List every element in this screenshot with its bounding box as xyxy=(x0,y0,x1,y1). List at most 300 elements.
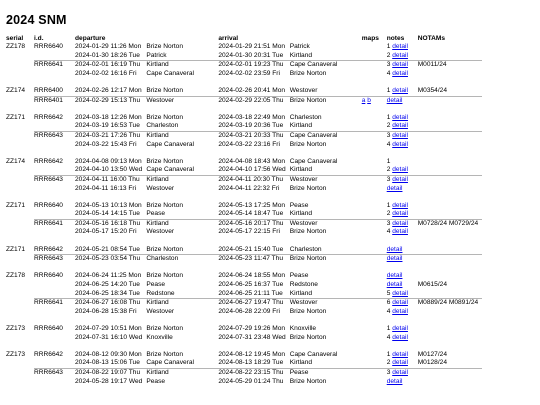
notam-id: M0729/24 xyxy=(448,219,479,227)
notams-cell xyxy=(418,299,483,308)
maps-cell xyxy=(362,378,387,387)
serial-cell: ZZ174 xyxy=(6,86,26,94)
arr-time-cell: 2024-03-18 22:49 Mon xyxy=(218,113,286,121)
arr-time-cell: 2024-06-24 18:55 Mon xyxy=(218,272,286,280)
notams-cell xyxy=(418,131,483,140)
dep-place-cell: Brize Norton xyxy=(146,350,183,358)
flight-id-cell: RRR6400 xyxy=(34,86,63,94)
notams-cell xyxy=(418,141,483,150)
detail-link[interactable]: detail xyxy=(392,166,408,174)
dep-place-cell: Kirtland xyxy=(146,299,218,308)
dep-time-cell: 2024-06-25 14:20 Tue xyxy=(75,281,140,289)
maps-cell xyxy=(362,43,387,52)
header-arrival-place xyxy=(290,34,362,43)
header-departure: departure xyxy=(75,34,106,42)
group-spacer xyxy=(6,105,482,114)
table-row xyxy=(6,141,482,150)
notams-cell xyxy=(418,368,483,377)
notams-cell xyxy=(418,122,483,131)
flight-id-cell xyxy=(34,281,75,290)
dep-time-cell: 2024-01-29 11:26 Mon xyxy=(75,43,142,50)
detail-link[interactable]: detail xyxy=(392,131,408,139)
serial-cell xyxy=(6,166,34,175)
dep-place-cell: Kirtland xyxy=(146,368,218,377)
group-spacer-cell xyxy=(6,149,482,158)
table-row xyxy=(6,246,482,255)
table-row xyxy=(6,43,482,52)
note-number: 4 xyxy=(386,307,391,315)
flight-id-cell: RRR6640 xyxy=(34,272,63,280)
arr-place-cell: Westover xyxy=(290,299,362,308)
arr-place-cell: Brize Norton xyxy=(290,255,362,264)
notam-id: M0127/24 xyxy=(417,350,448,358)
arr-time-cell: 2024-07-31 23:48 Wed xyxy=(218,333,286,341)
dep-time-cell: 2024-08-12 09:30 Mon xyxy=(75,350,142,358)
dep-time-cell: 2024-08-13 15:06 Tue xyxy=(75,359,140,367)
arr-place-cell: Redstone xyxy=(289,281,318,289)
dep-time-cell: 2024-06-25 18:34 Tue xyxy=(75,289,140,297)
arr-time-cell: 2024-04-11 22:32 Fri xyxy=(218,184,280,192)
notes-cell xyxy=(387,87,418,96)
detail-link[interactable]: detail xyxy=(392,61,408,69)
notams-cell xyxy=(418,219,483,228)
dep-place-cell: Knoxville xyxy=(146,333,173,341)
flight-id-cell: RRR6640 xyxy=(34,43,63,50)
dep-place-cell: Westover xyxy=(146,184,175,192)
notams-cell xyxy=(418,228,483,237)
maps-cell xyxy=(362,228,387,237)
notams-cell xyxy=(418,290,483,299)
serial-cell xyxy=(6,308,34,317)
dep-time-cell: 2024-06-28 15:38 Fri xyxy=(75,307,137,315)
table-row xyxy=(6,290,482,299)
note-number: 1 xyxy=(386,350,391,358)
notams-cell xyxy=(418,202,483,211)
header-maps: maps xyxy=(361,34,379,42)
arr-time-cell: 2024-03-19 20:36 Tue xyxy=(218,122,284,130)
arr-place-cell: Brize Norton xyxy=(289,140,327,148)
maps-cell xyxy=(362,52,387,61)
serial-cell xyxy=(6,334,34,343)
notams-cell xyxy=(418,246,483,255)
arr-place-cell: Kirtland xyxy=(289,210,313,218)
detail-link[interactable]: detail xyxy=(392,122,408,130)
dep-place-cell: Pease xyxy=(146,210,166,218)
dep-place-cell: Kirtland xyxy=(146,219,218,228)
table-row xyxy=(6,87,482,96)
notes-cell xyxy=(387,202,418,211)
notes-cell xyxy=(387,246,418,255)
maps-cell xyxy=(362,290,387,299)
detail-link[interactable]: detail xyxy=(386,272,403,280)
note-number: 4 xyxy=(386,140,391,148)
maps-cell xyxy=(362,185,387,194)
detail-link[interactable]: detail xyxy=(392,219,408,227)
table-row xyxy=(6,325,482,334)
flight-id-cell xyxy=(34,290,75,299)
serial-cell xyxy=(6,255,34,264)
note-number: 4 xyxy=(386,69,391,77)
arr-time-cell: 2024-05-13 17:25 Mon xyxy=(218,201,286,209)
maps-cell xyxy=(362,210,387,219)
notams-cell xyxy=(418,281,483,290)
serial-cell xyxy=(6,185,34,194)
detail-link[interactable]: detail xyxy=(392,325,408,332)
maps-cell xyxy=(362,175,387,184)
dep-place-cell: Redstone xyxy=(146,289,175,297)
arr-time-cell: 2024-01-29 21:51 Mon xyxy=(218,43,286,50)
group-spacer xyxy=(6,193,482,202)
arr-place-cell: Charleston xyxy=(289,245,322,253)
table-row xyxy=(6,308,482,317)
arr-time-cell: 2024-08-13 18:29 Tue xyxy=(218,359,284,367)
map-link[interactable]: a xyxy=(361,96,366,104)
dep-time-cell: 2024-05-14 14:15 Tue xyxy=(75,210,140,218)
notams-cell xyxy=(418,52,483,61)
flight-id-cell: RRR6642 xyxy=(34,245,63,253)
header-serial: serial xyxy=(6,34,24,42)
serial-cell: ZZ171 xyxy=(6,201,26,209)
arr-time-cell: 2024-05-14 18:47 Tue xyxy=(218,210,284,218)
notes-cell xyxy=(387,114,418,123)
table-row xyxy=(6,175,482,184)
flight-id-cell: RRR6640 xyxy=(34,325,63,332)
notes-cell xyxy=(387,219,418,228)
maps-cell xyxy=(362,96,387,105)
serial-cell xyxy=(6,359,34,368)
note-number: 2 xyxy=(386,122,391,130)
notes-cell xyxy=(387,228,418,237)
table-header-row xyxy=(6,34,482,43)
table-row xyxy=(6,122,482,131)
notes-cell xyxy=(387,185,418,194)
dep-time-cell: 2024-03-22 15:43 Fri xyxy=(75,140,137,148)
arr-time-cell: 2024-01-30 20:31 Tue xyxy=(218,51,284,59)
arr-place-cell: Brize Norton xyxy=(289,184,327,192)
flight-id-cell xyxy=(34,52,75,61)
detail-link[interactable]: detail xyxy=(392,333,408,341)
map-link[interactable]: b xyxy=(367,96,371,104)
dep-time-cell: 2024-04-08 09:13 Mon xyxy=(75,157,142,165)
flight-id-cell: RRR6643 xyxy=(34,131,75,140)
note-number: 1 xyxy=(386,157,391,165)
detail-link[interactable]: detail xyxy=(392,69,408,77)
notes-cell xyxy=(387,175,418,184)
dep-place-cell: Brize Norton xyxy=(146,157,183,165)
dep-time-cell: 2024-08-22 19:07 Thu xyxy=(75,368,146,377)
detail-link[interactable]: detail xyxy=(386,184,403,192)
dep-time-cell: 2024-02-01 16:19 Thu xyxy=(75,61,146,70)
maps-cell xyxy=(362,219,387,228)
arr-time-cell: 2024-04-11 20:30 Thu xyxy=(218,175,289,184)
notams-cell xyxy=(418,255,483,264)
note-number: 2 xyxy=(386,359,391,367)
notams-cell xyxy=(418,359,483,368)
note-number: 3 xyxy=(386,61,391,69)
header-departure-place xyxy=(146,34,218,43)
notams-cell xyxy=(418,114,483,123)
arr-place-cell: Pease xyxy=(290,368,362,377)
dep-place-cell: Kirtland xyxy=(146,61,218,70)
group-spacer xyxy=(6,78,482,87)
flight-id-cell: RRR6641 xyxy=(34,61,75,70)
table-row xyxy=(6,281,482,290)
dep-place-cell: Kirtland xyxy=(146,175,218,184)
serial-cell xyxy=(6,122,34,131)
dep-place-cell: Brize Norton xyxy=(146,113,183,121)
dep-place-cell: Brize Norton xyxy=(146,325,183,332)
arr-time-cell: 2024-02-01 19:23 Thu xyxy=(218,61,289,70)
notes-cell xyxy=(387,308,418,317)
maps-cell xyxy=(362,202,387,211)
detail-link[interactable]: detail xyxy=(392,289,408,297)
notes-cell xyxy=(387,52,418,61)
header-notes: notes xyxy=(386,34,405,42)
flight-id-cell xyxy=(34,122,75,131)
note-number: 4 xyxy=(386,333,391,341)
table-row xyxy=(6,272,482,281)
page-title: 2024 SNM xyxy=(6,13,67,27)
arr-place-cell: Brize Norton xyxy=(289,333,327,341)
dep-place-cell: Charleston xyxy=(146,255,218,264)
maps-cell xyxy=(362,359,387,368)
arr-place-cell: Westover xyxy=(290,175,362,184)
flight-id-cell xyxy=(34,185,75,194)
dep-place-cell: Cape Canaveral xyxy=(146,166,194,174)
detail-link[interactable]: detail xyxy=(386,377,403,385)
arr-time-cell: 2024-08-12 19:45 Mon xyxy=(218,350,286,358)
group-spacer xyxy=(6,316,482,325)
dep-time-cell: 2024-05-23 03:54 Thu xyxy=(75,255,146,264)
dep-time-cell: 2024-02-26 12:17 Mon xyxy=(75,86,142,94)
table-row xyxy=(6,368,482,377)
table-row xyxy=(6,378,482,387)
arr-place-cell: Westover xyxy=(289,86,318,94)
flight-id-cell: RRR6643 xyxy=(34,368,75,377)
maps-cell xyxy=(362,70,387,79)
dep-place-cell: Brize Norton xyxy=(146,86,183,94)
detail-link[interactable]: detail xyxy=(392,368,408,376)
serial-cell: ZZ178 xyxy=(6,43,26,50)
arr-place-cell: Brize Norton xyxy=(290,96,362,105)
group-spacer-cell xyxy=(6,237,482,246)
notes-cell xyxy=(387,281,418,290)
arr-place-cell: Charleston xyxy=(289,113,322,121)
notams-cell xyxy=(418,96,483,105)
detail-link[interactable]: detail xyxy=(392,201,408,209)
notes-cell xyxy=(387,166,418,175)
detail-link[interactable]: detail xyxy=(386,281,403,289)
notes-cell xyxy=(387,158,418,167)
notes-cell xyxy=(387,122,418,131)
dep-time-cell: 2024-04-11 16:13 Fri xyxy=(75,184,137,192)
arr-time-cell: 2024-05-23 11:47 Thu xyxy=(218,255,289,264)
arr-time-cell: 2024-05-17 22:15 Fri xyxy=(218,228,280,236)
group-spacer-cell xyxy=(6,105,482,114)
group-spacer-cell xyxy=(6,342,482,351)
note-number: 4 xyxy=(386,228,391,236)
arr-place-cell: Westover xyxy=(290,219,362,228)
detail-link[interactable]: detail xyxy=(392,228,408,236)
note-number: 2 xyxy=(386,210,391,218)
notam-id: M0354/24 xyxy=(417,86,448,94)
detail-link[interactable]: detail xyxy=(392,113,408,121)
maps-cell xyxy=(362,299,387,308)
notes-cell xyxy=(387,70,418,79)
detail-link[interactable]: detail xyxy=(392,359,408,367)
detail-link[interactable]: detail xyxy=(392,43,408,50)
flights-table xyxy=(6,34,482,386)
detail-link[interactable]: detail xyxy=(392,140,408,148)
maps-cell xyxy=(362,87,387,96)
notams-cell xyxy=(418,210,483,219)
notes-cell xyxy=(387,210,418,219)
arr-place-cell: Kirtland xyxy=(289,51,313,59)
notams-cell xyxy=(418,351,483,360)
detail-link[interactable]: detail xyxy=(392,86,408,94)
arr-time-cell: 2024-06-27 19:47 Thu xyxy=(218,299,289,308)
flight-id-cell: RRR6643 xyxy=(34,175,75,184)
serial-cell xyxy=(6,228,34,237)
serial-cell xyxy=(6,378,34,387)
dep-time-cell: 2024-02-29 15:13 Thu xyxy=(75,96,146,105)
note-number: 1 xyxy=(386,201,391,209)
dep-place-cell: Charleston xyxy=(146,122,179,130)
table-row xyxy=(6,334,482,343)
dep-place-cell: Patrick xyxy=(146,51,167,59)
arr-place-cell: Kirtland xyxy=(289,122,313,130)
note-number: 1 xyxy=(386,86,391,94)
dep-time-cell: 2024-05-13 10:13 Mon xyxy=(75,201,142,209)
flight-id-cell xyxy=(34,228,75,237)
table-row xyxy=(6,299,482,308)
flight-id-cell xyxy=(34,308,75,317)
arr-place-cell: Brize Norton xyxy=(289,377,327,385)
table-row xyxy=(6,219,482,228)
serial-cell xyxy=(6,219,34,228)
detail-link[interactable]: detail xyxy=(392,210,408,218)
table-row xyxy=(6,228,482,237)
note-number: 3 xyxy=(386,368,391,376)
table-row xyxy=(6,359,482,368)
note-number: 2 xyxy=(386,51,391,59)
maps-cell xyxy=(362,61,387,70)
serial-cell xyxy=(6,210,34,219)
serial-cell xyxy=(6,96,34,105)
arr-time-cell: 2024-03-21 20:33 Thu xyxy=(218,131,289,140)
table-row xyxy=(6,114,482,123)
table-body xyxy=(6,43,482,386)
arr-time-cell: 2024-03-22 23:16 Fri xyxy=(218,140,280,148)
table-row xyxy=(6,210,482,219)
serial-cell: ZZ174 xyxy=(6,157,26,165)
detail-link[interactable]: detail xyxy=(386,255,403,263)
detail-link[interactable]: detail xyxy=(392,51,408,59)
note-number: 1 xyxy=(386,325,391,332)
detail-link[interactable]: detail xyxy=(392,307,408,315)
notams-cell xyxy=(418,378,483,387)
notams-cell xyxy=(418,334,483,343)
notes-cell xyxy=(387,325,418,334)
dep-time-cell: 2024-02-02 16:16 Fri xyxy=(75,69,137,77)
detail-link[interactable]: detail xyxy=(386,245,403,253)
flight-id-cell xyxy=(34,359,75,368)
notes-cell xyxy=(387,290,418,299)
arr-place-cell: Brize Norton xyxy=(289,228,327,236)
flight-id-cell: RRR6641 xyxy=(34,299,75,308)
arr-time-cell: 2024-04-08 18:43 Mon xyxy=(218,157,286,165)
dep-place-cell: Cape Canaveral xyxy=(146,140,194,148)
dep-place-cell: Cape Canaveral xyxy=(146,69,194,77)
arr-time-cell: 2024-02-29 22:05 Thu xyxy=(218,96,289,105)
notes-cell xyxy=(387,272,418,281)
maps-cell xyxy=(362,246,387,255)
group-spacer-cell xyxy=(6,193,482,202)
notams-cell xyxy=(418,87,483,96)
flight-id-cell: RRR6643 xyxy=(34,255,75,264)
arr-time-cell: 2024-06-25 16:37 Tue xyxy=(218,281,284,289)
dep-time-cell: 2024-07-29 10:51 Mon xyxy=(75,325,142,332)
serial-cell xyxy=(6,61,34,70)
notam-id: M0728/24 xyxy=(417,219,448,227)
notams-cell xyxy=(418,166,483,175)
maps-cell xyxy=(362,158,387,167)
dep-place-cell: Westover xyxy=(146,307,175,315)
group-spacer xyxy=(6,342,482,351)
dep-place-cell: Brize Norton xyxy=(146,201,183,209)
detail-link[interactable]: detail xyxy=(392,175,408,183)
dep-time-cell: 2024-05-16 16:18 Thu xyxy=(75,219,146,228)
dep-time-cell: 2024-05-17 15:20 Fri xyxy=(75,228,137,236)
dep-time-cell: 2024-03-19 16:53 Tue xyxy=(75,122,140,130)
arr-place-cell: Cape Canaveral xyxy=(290,61,362,70)
arr-place-cell: Pease xyxy=(289,201,309,209)
flight-id-cell: RRR6640 xyxy=(34,201,63,209)
dep-place-cell: Brize Norton xyxy=(146,43,183,50)
dep-place-cell: Brize Norton xyxy=(146,245,183,253)
serial-cell xyxy=(6,70,34,79)
arr-time-cell: 2024-05-21 15:40 Tue xyxy=(218,245,284,253)
detail-link[interactable]: detail xyxy=(386,96,403,104)
maps-cell xyxy=(362,141,387,150)
detail-link[interactable]: detail xyxy=(392,350,408,358)
maps-cell xyxy=(362,114,387,123)
maps-cell xyxy=(362,166,387,175)
dep-time-cell: 2024-07-31 16:10 Wed xyxy=(75,333,143,341)
note-number: 2 xyxy=(386,166,391,174)
notes-cell xyxy=(387,368,418,377)
note-number: 3 xyxy=(386,175,391,183)
serial-cell xyxy=(6,281,34,290)
arr-time-cell: 2024-04-10 17:56 Wed xyxy=(218,166,286,174)
arr-place-cell: Brize Norton xyxy=(289,69,327,77)
flight-id-cell: RRR6401 xyxy=(34,96,75,105)
dep-time-cell: 2024-03-21 17:26 Thu xyxy=(75,131,146,140)
serial-cell xyxy=(6,299,34,308)
flight-id-cell: RRR6641 xyxy=(34,219,75,228)
note-number: 6 xyxy=(386,299,391,307)
maps-cell xyxy=(362,308,387,317)
serial-cell: ZZ171 xyxy=(6,245,26,253)
arr-place-cell: Cape Canaveral xyxy=(290,131,362,140)
serial-cell xyxy=(6,290,34,299)
dep-time-cell: 2024-06-27 16:08 Thu xyxy=(75,299,146,308)
notams-cell xyxy=(418,185,483,194)
dep-time-cell: 2024-05-21 08:54 Tue xyxy=(75,245,140,253)
arr-time-cell: 2024-05-29 01:24 Thu xyxy=(218,377,284,385)
detail-link[interactable]: detail xyxy=(392,299,408,307)
notams-cell xyxy=(418,325,483,334)
